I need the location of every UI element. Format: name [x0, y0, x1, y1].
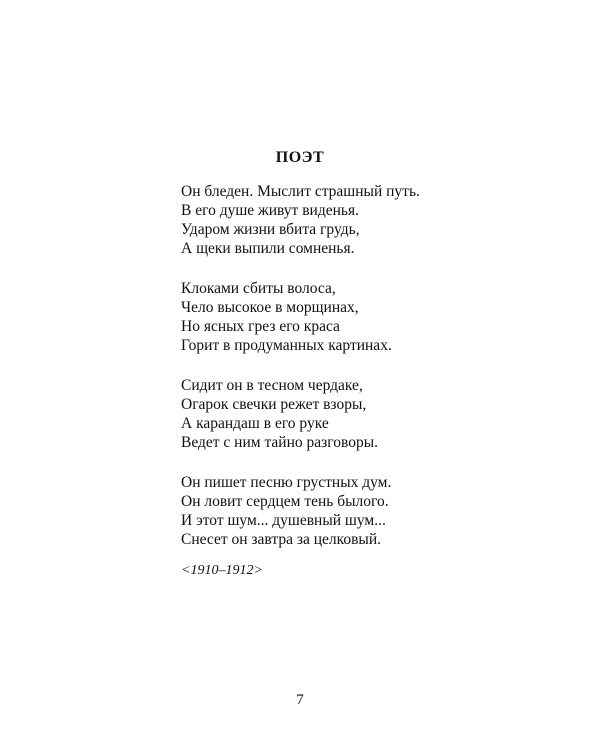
poem-line: А карандаш в его руке: [181, 415, 329, 432]
poem-line: Огарок свечки режет взоры,: [181, 396, 367, 413]
stanza: [181, 376, 541, 452]
poem-line: Сидит он в тесном чердаке,: [181, 377, 363, 394]
poem-line: Он бледен. Мыслит страшный путь.: [181, 183, 420, 200]
poem-line: Чело высокое в морщинах,: [181, 299, 359, 316]
poem-line: В его душе живут виденья.: [181, 202, 359, 219]
poem-body: [181, 182, 541, 580]
poem-line: Но ясных грез его краса: [181, 318, 340, 335]
poem-line: Снесет он завтра за целковый.: [181, 531, 382, 548]
poem-line: Клоками сбиты волоса,: [181, 280, 336, 297]
poem-line: Он ловит сердцем тень былого.: [181, 493, 389, 510]
poem-line: Ведет с ним тайно разговоры.: [181, 434, 378, 451]
stanza: [181, 279, 541, 355]
stanza: [181, 182, 541, 258]
poem-line: Он пишет песню грустных дум.: [181, 474, 392, 491]
poem-line: Ударом жизни вбита грудь,: [181, 221, 360, 238]
poem-date: <1910–1912>: [181, 563, 263, 578]
poem-line: Горит в продуманных картинах.: [181, 337, 392, 354]
page-number: 7: [296, 692, 304, 708]
poem-title: ПОЭТ: [275, 149, 325, 166]
stanza: [181, 473, 541, 549]
poem-line: А щеки выпили сомненья.: [181, 240, 355, 257]
poem-line: И этот шум... душевный шум...: [181, 512, 386, 529]
